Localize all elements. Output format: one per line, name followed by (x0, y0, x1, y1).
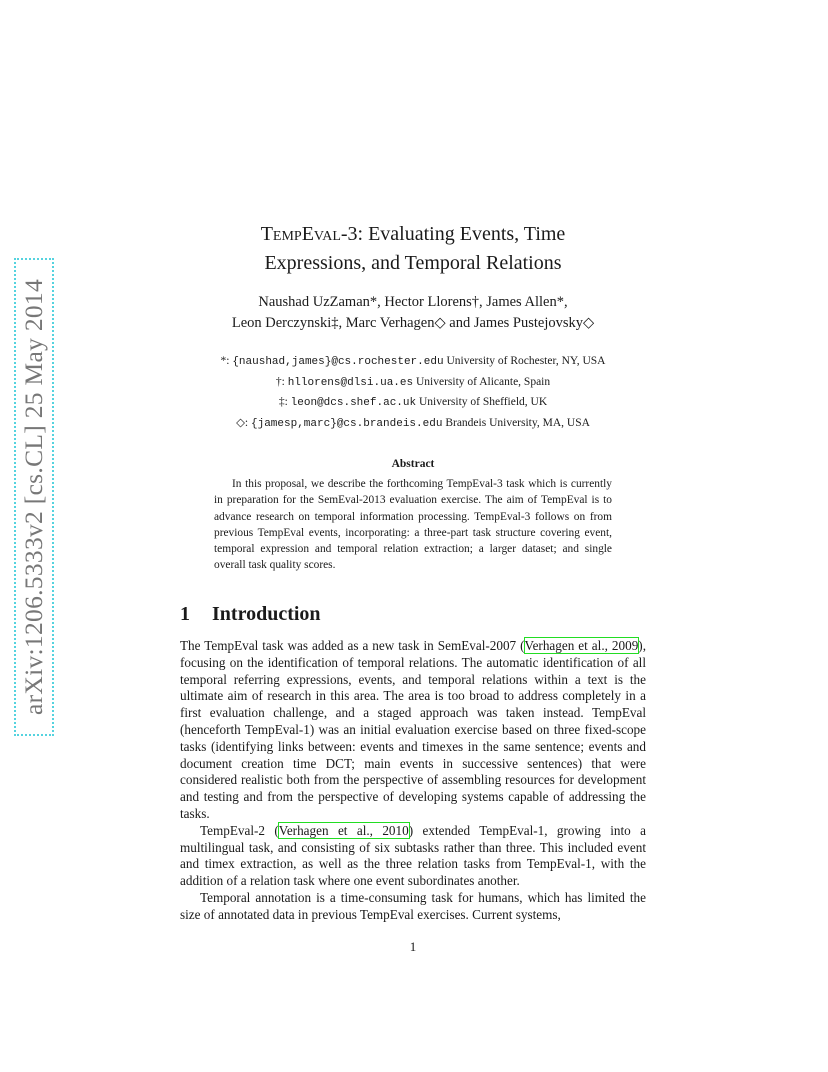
title-line2: Expressions, and Temporal Relations (264, 252, 562, 274)
authors-line2: Leon Derczynski‡, Marc Verhagen◇ and James Pustejovsky◇ (231, 315, 595, 331)
paragraph: Temporal annotation is a time-consuming task for humans, which has limited the size of annotated data in previous TempEval exercises. Current systems, (180, 889, 646, 922)
author-list (180, 292, 646, 334)
arxiv-identifier-text: arXiv:1206.5333v2 [cs.CL] 25 May 2014 (19, 278, 49, 716)
body-text (180, 638, 646, 924)
paper-title (180, 220, 646, 278)
section-title: Introduction (212, 603, 321, 625)
abstract-heading: Abstract (391, 458, 435, 470)
title-line1-rest: -3: Evaluating Events, Time (340, 223, 566, 245)
paragraph: The TempEval task was added as a new task in SemEval-2007 (Verhagen et al., 2009), focusing on the identification of temporal relations. The automatic identification of all temporal referring expressions, events, and temporal relations within a text is the ultimate aim of research in this area. The area is too broad to address completely in a first evaluation challenge, and a staged approach was taken instead. TempEval (henceforth TempEval-1) was an initial evaluation exercise based on three fixed-scope tasks (identifying links between: events and timexes in the same sentence; events and document creation time DCT; main events in successive sentences) that were considered realistic both from the perspective of assembling resources for development and testing and from the perspective of developing systems capable of addressing the tasks. (180, 638, 646, 821)
affiliation-row: ◇: {jamesp,marc}@cs.brandeis.edu Brandeis University, MA, USA (236, 416, 590, 430)
abstract-text: In this proposal, we describe the forthcoming TempEval-3 task which is currently in preparation for the SemEval-2013 evaluation exercise. The aim of TempEval is to advance research on temporal information processing. TempEval-3 follows on from previous TempEval events, incorporating: a three-part task structure covering event, temporal expression and temporal relation extraction; a larger dataset; and single overall task quality scores. (214, 478, 612, 572)
email-link[interactable]: hllorens@dlsi.ua.es (287, 376, 414, 389)
affiliations (180, 352, 646, 434)
title-smallcaps: TempEval (260, 223, 341, 245)
page-number: 1 (409, 939, 417, 954)
email-link[interactable]: leon@dcs.shef.ac.uk (290, 397, 417, 409)
affiliation-row: *: {naushad,james}@cs.rochester.edu University of Rochester, NY, USA (220, 355, 606, 368)
paragraph: TempEval-2 (Verhagen et al., 2010) extended TempEval-1, growing into a multilingual task, and consisting of six subtasks rather than three. This included event and timex extraction, as well as the three relation tasks from TempEval-1, with the addition of a relation task where one event subordinates another. (180, 822, 646, 889)
email-link[interactable]: {jamesp,marc}@cs.brandeis.edu (251, 417, 443, 430)
affiliation-row: ‡: leon@dcs.shef.ac.uk University of Sheffield, UK (278, 396, 548, 409)
citation-link[interactable]: Verhagen et al., 2010 (278, 822, 409, 838)
section-number: 1 (180, 603, 190, 625)
authors-line1: Naushad UzZaman*, Hector Llorens†, James Allen*, (258, 294, 568, 310)
affiliation-row: †: hllorens@dlsi.ua.es University of Alicante, Spain (275, 375, 551, 389)
section-heading (180, 603, 646, 626)
arxiv-identifier-stamp[interactable] (14, 258, 54, 736)
citation-link[interactable]: Verhagen et al., 2009 (524, 638, 639, 653)
email-link[interactable]: {naushad,james}@cs.rochester.edu (232, 356, 444, 368)
